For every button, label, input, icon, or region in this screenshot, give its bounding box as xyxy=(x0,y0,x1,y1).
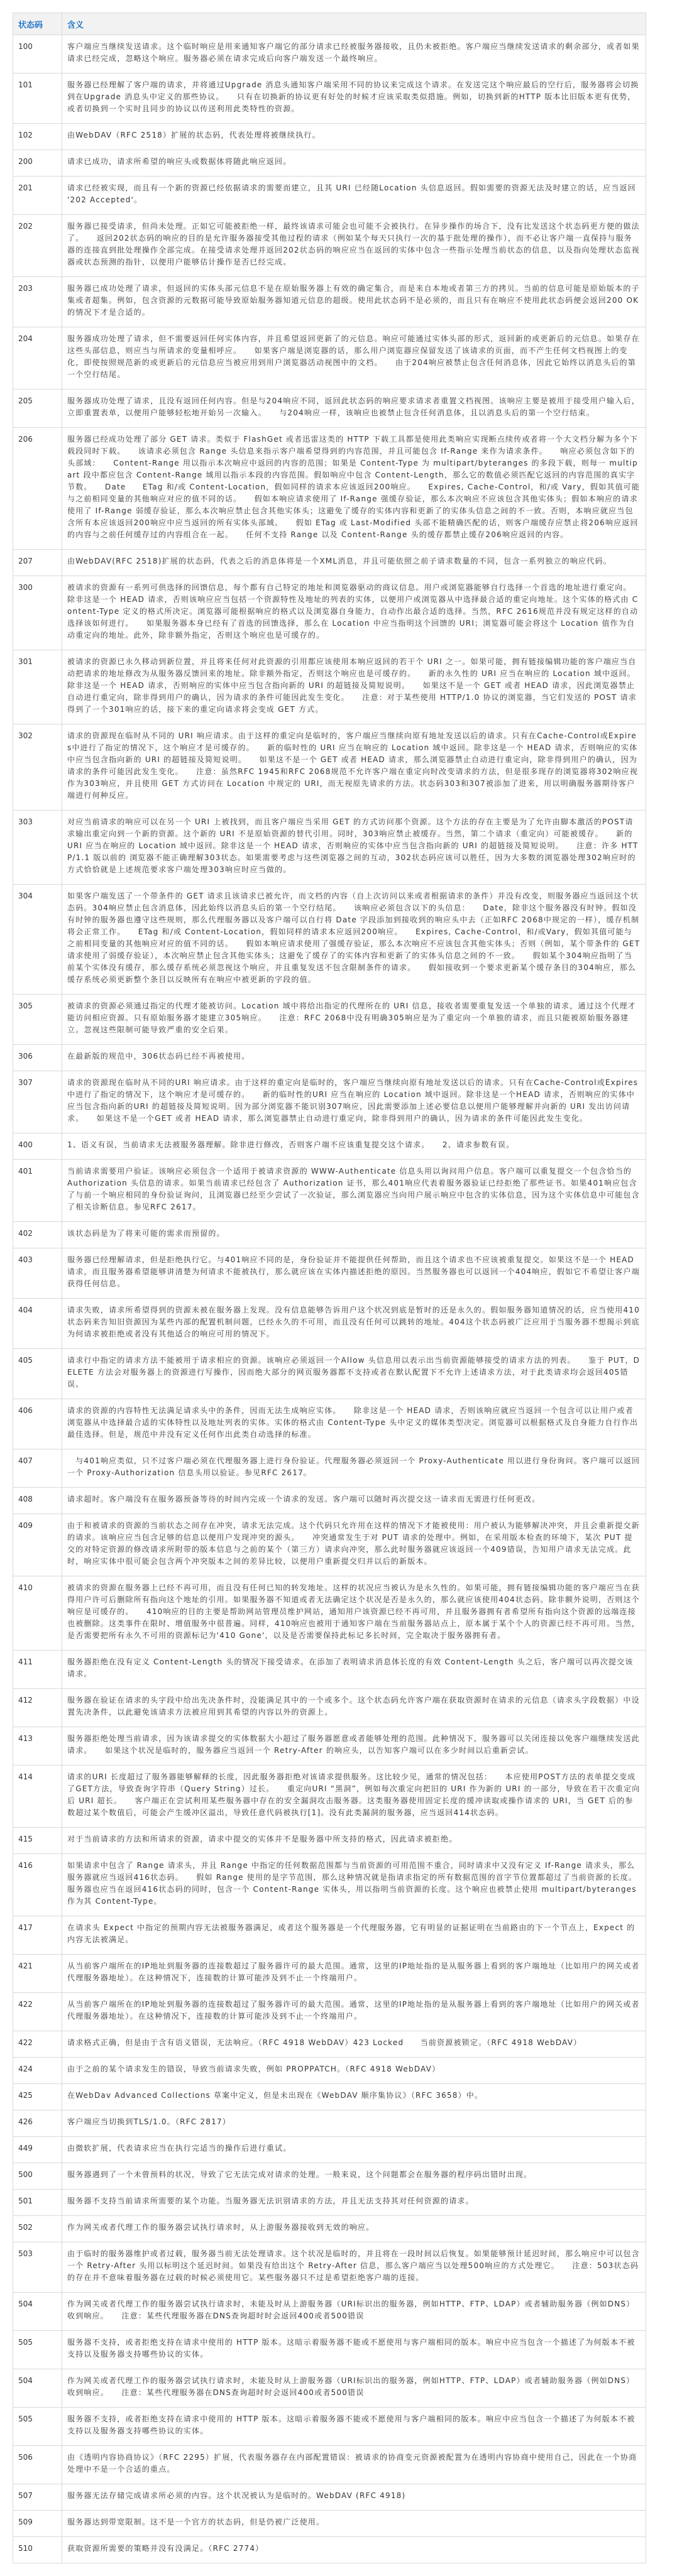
table-row xyxy=(13,74,646,124)
status-meaning-cell: 由《透明内容协商协议》（RFC 2295）扩展，代表服务器存在内部配置错误：被请求的协商变元资源被配置为在透明内容协商中使用自己，因此在一个协商处理中不是一个合适的重点。 xyxy=(62,2446,646,2484)
status-meaning-cell: 作为网关或者代理工作的服务器尝试执行请求时，未能及时从上游服务器（URI标识出的服务器，例如HTTP、FTP、LDAP）或者辅助服务器（例如DNS）收到响应。 注意：某些代理服务器在DNS查询超时时会返回400或者500错误 xyxy=(62,2369,646,2408)
status-meaning-cell: 请求的资源的内容特性无法满足请求头中的条件，因而无法生成响应实体。 除非这是一个 HEAD 请求，否则该响应就应当返回一个包含可以让用户或者浏览器从中选择最合适的实体特性以及地址列表的实体。实体的格式由 Content-Type 头中定义的媒体类型决定。浏览器可以根据格式及自身能力自行作出最佳选择。但是，规范中并没有定义任何作出此类自动选择的标准。 xyxy=(62,1399,646,1449)
table-header-row xyxy=(13,13,646,35)
status-code-cell: 202 xyxy=(13,215,62,277)
table-row xyxy=(13,1854,646,1916)
table-row xyxy=(13,1955,646,1993)
table-row xyxy=(13,1727,646,1766)
status-meaning-cell: 服务器已经理解了客户端的请求，并将通过Upgrade 消息头通知客户端采用不同的协议来完成这个请求。在发送完这个响应最后的空行后，服务器将会切换到在Upgrade 消息头中定义的那些协议。 只有在切换新的协议更有好处的时候才应该采取类似措施。例如，切换到新的HTTP 版本比旧版本更有优势，或者切换到一个实时且同步的协议以传送利用此类特性的资源。 xyxy=(62,74,646,124)
status-code-cell: 406 xyxy=(13,1399,62,1449)
table-row xyxy=(13,2446,646,2484)
status-code-cell: 425 xyxy=(13,2084,62,2110)
column-header-meaning: 含义 xyxy=(62,13,646,35)
status-code-cell: 505 xyxy=(13,2408,62,2446)
status-code-cell: 413 xyxy=(13,1727,62,1766)
table-row xyxy=(13,1399,646,1449)
status-code-cell: 300 xyxy=(13,576,62,650)
status-code-cell: 302 xyxy=(13,724,62,810)
status-code-cell: 422 xyxy=(13,2031,62,2058)
table-row xyxy=(13,2031,646,2058)
status-meaning-cell: 被请求的资源已永久移动到新位置，并且将来任何对此资源的引用都应该使用本响应返回的若干个 URI 之一。如果可能，拥有链接编辑功能的客户端应当自动把请求的地址修改为从服务器反馈回来的地址。除非额外指定，否则这个响应也是可缓存的。 新的永久性的 URI 应当在响应的 Location 域中返回。除非这是一个 HEAD 请求，否则响应的实体中应当包含指向新的 URI 的超链接及简短说明。 如果这不是一个 GET 或者 HEAD 请求，因此浏览器禁止自动进行重定向，除非得到用户的确认，因为请求的条件可能因此发生变化。 注意：对于某些使用 HTTP/1.0 协议的浏览器，当它们发送的 POST 请求得到了一个301响应的话，接下来的重定向请求将会变成 GET 方式。 xyxy=(62,650,646,724)
table-row xyxy=(13,2190,646,2216)
status-meaning-cell: 服务器成功处理了请求，但不需要返回任何实体内容，并且希望返回更新了的元信息。响应可能通过实体头部的形式，返回新的或更新后的元信息。如果存在这些头部信息，则应当与所请求的变量相呼应。 如果客户端是浏览器的话，那么用户浏览器应保留发送了该请求的页面，而不产生任何文档视图上的变化，即使按照规范新的或更新后的元信息应当被应用到用户浏览器活动视图中的文档。 由于204响应被禁止包含任何消息体，因此它始终以消息头后的第一个空行结尾。 xyxy=(62,327,646,390)
status-code-cell: 505 xyxy=(13,2331,62,2369)
table-row xyxy=(13,1488,646,1514)
status-meaning-cell: 当前请求需要用户验证。该响应必须包含一个适用于被请求资源的 WWW-Authenticate 信息头用以询问用户信息。客户端可以重复提交一个包含恰当的 Authorization 头信息的请求。如果当前请求已经包含了 Authorization 证书，那么401响应代表着服务器验证已经拒绝了那些证书。如果401响应包含了与前一个响应相同的身份验证询问，且浏览器已经至少尝试了一次验证，那么浏览器应当向用户展示响应中包含的实体信息，因为这个实体信息中可能包含了相关诊断信息。参见RFC 2617。 xyxy=(62,1160,646,1222)
status-code-cell: 501 xyxy=(13,2190,62,2216)
status-meaning-cell: 由于之前的某个请求发生的错误，导致当前请求失败，例如 PROPPATCH。（RFC 4918 WebDAV） xyxy=(62,2058,646,2084)
status-meaning-cell: 如果客户端发送了一个带条件的 GET 请求且该请求已被允许，而文档的内容（自上次访问以来或者根据请求的条件）并没有改变，则服务器应当返回这个状态码。304响应禁止包含消息体，因此始终以消息头后的第一个空行结尾。 该响应必须包含以下的头信息： Date，除非这个服务器没有时钟。假如没有时钟的服务器也遵守这些规则，那么代理服务器以及客户端可以自行将 Date 字段添加到接收到的响应头中去（正如RFC 2068中规定的一样），缓存机制将会正常工作。 ETag 和/或 Content-Location，假如同样的请求本应返回200响应。 Expires, Cache-Control，和/或Vary，假如其值可能与之前相同变量的其他响应对应的值不同的话。 假如本响应请求使用了强缓存验证，那么本次响应不应该包含其他实体头；否则（例如，某个带条件的 GET 请求使用了弱缓存验证），本次响应禁止包含其他实体头；这避免了缓存了的实体内容和更新了的实体头信息之间的不一致。 假如某个304响应指明了当前某个实体没有缓存，那么缓存系统必须忽视这个响应，并且重复发送不包含限制条件的请求。 假如接收到一个要求更新某个缓存条目的304响应，那么缓存系统必须更新整个条目以反映所有在响应中被更新的字段的值。 xyxy=(62,885,646,995)
status-code-cell: 411 xyxy=(13,1651,62,1689)
status-code-cell: 207 xyxy=(13,550,62,576)
table-row xyxy=(13,390,646,428)
status-meaning-cell: 被请求的资源必须通过指定的代理才能被访问。Location 域中将给出指定的代理所在的 URI 信息，接收者需要重复发送一个单独的请求，通过这个代理才能访问相应资源。只有原始服务器才能建立305响应。 注意：RFC 2068中没有明确305响应是为了重定向一个单独的请求，而且只能被原始服务器建立。忽视这些限制可能导致严重的安全后果。 xyxy=(62,995,646,1045)
table-row xyxy=(13,2293,646,2331)
status-code-cell: 204 xyxy=(13,327,62,390)
status-code-cell: 401 xyxy=(13,1160,62,1222)
status-meaning-cell: 客户端应当继续发送请求。这个临时响应是用来通知客户端它的部分请求已经被服务器接收，且仍未被拒绝。客户端应当继续发送请求的剩余部分，或者如果请求已经完成，忽略这个响应。服务器必须在请求完成后向客户端发送一个最终响应。 xyxy=(62,35,646,74)
table-row xyxy=(13,1766,646,1828)
table-row xyxy=(13,2137,646,2163)
status-meaning-cell: 客户端应当切换到TLS/1.0。（RFC 2817） xyxy=(62,2110,646,2137)
table-row xyxy=(13,215,646,277)
table-row xyxy=(13,150,646,177)
status-code-cell: 405 xyxy=(13,1349,62,1399)
table-row xyxy=(13,2331,646,2369)
table-row xyxy=(13,1299,646,1349)
table-row xyxy=(13,1133,646,1160)
status-code-cell: 417 xyxy=(13,1916,62,1955)
status-code-cell: 506 xyxy=(13,2446,62,2484)
table-row xyxy=(13,2484,646,2511)
table-row xyxy=(13,2369,646,2408)
table-row xyxy=(13,277,646,327)
status-meaning-cell: 请求失败，请求所希望得到的资源未被在服务器上发现。没有信息能够告诉用户这个状况到底是暂时的还是永久的。假如服务器知道情况的话，应当使用410状态码来告知旧资源因为某些内部的配置机制问题，已经永久的不可用，而且没有任何可以跳转的地址。404这个状态码被广泛应用于当服务器不想揭示到底为何请求被拒绝或者没有其他适合的响应可用的情况下。 xyxy=(62,1299,646,1349)
status-meaning-cell: 服务器在验证在请求的头字段中给出先决条件时，没能满足其中的一个或多个。这个状态码允许客户端在获取资源时在请求的元信息（请求头字段数据）中设置先决条件，以此避免该请求方法被应用到其希望的内容以外的资源上。 xyxy=(62,1689,646,1727)
status-meaning-cell: 请求的资源现在临时从不同的 URI 响应请求。由于这样的重定向是临时的，客户端应当继续向原有地址发送以后的请求。只有在Cache-Control或Expires中进行了指定的情况下，这个响应才是可缓存的。 新的临时性的 URI 应当在响应的 Location 域中返回。除非这是一个 HEAD 请求，否则响应的实体中应当包含指向新的 URI 的超链接及简短说明。 如果这不是一个 GET 或者 HEAD 请求，那么浏览器禁止自动进行重定向，除非得到用户的确认，因为请求的条件可能因此发生变化。 注意：虽然RFC 1945和RFC 2068规范不允许客户端在重定向时改变请求的方法，但是很多现存的浏览器将302响应视作为303响应，并且使用 GET 方式访问在 Location 中规定的 URI，而无视原先请求的方法。状态码303和307被添加了进来，用以明确服务器期待客户端进行何种反应。 xyxy=(62,724,646,810)
status-meaning-cell: 在WebDav Advanced Collections 草案中定义，但是未出现在《WebDAV 顺序集协议》（RFC 3658）中。 xyxy=(62,2084,646,2110)
status-meaning-cell: 服务器达到带宽限制。这不是一个官方的状态码，但是仍被广泛使用。 xyxy=(62,2511,646,2537)
status-meaning-cell: 服务器成功处理了请求，且没有返回任何内容。但是与204响应不同，返回此状态码的响应要求请求者重置文档视图。该响应主要是被用于接受用户输入后，立即重置表单，以便用户能够轻松地开始另一次输入。 与204响应一样，该响应也被禁止包含任何消息体，且以消息头后的第一个空行结束。 xyxy=(62,390,646,428)
status-meaning-cell: 服务器已经理解请求，但是拒绝执行它。与401响应不同的是，身份验证并不能提供任何帮助，而且这个请求也不应该被重复提交。如果这不是一个 HEAD 请求，而且服务器希望能够讲清楚为何请求不能被执行，那么就应该在实体内描述拒绝的原因。当然服务器也可以返回一个404响应，假如它不希望让客户端获得任何信息。 xyxy=(62,1248,646,1299)
status-code-cell: 100 xyxy=(13,35,62,74)
status-code-cell: 203 xyxy=(13,277,62,327)
table-row xyxy=(13,2058,646,2084)
status-meaning-cell: 获取资源所需要的策略并没有没满足。（RFC 2774） xyxy=(62,2537,646,2563)
table-row xyxy=(13,177,646,215)
table-row xyxy=(13,1349,646,1399)
table-row xyxy=(13,1916,646,1955)
status-meaning-cell: 由WebDAV(RFC 2518)扩展的状态码，代表之后的消息体将是一个XML消息，并且可能依照之前子请求数量的不同，包含一系列独立的响应代码。 xyxy=(62,550,646,576)
table-row xyxy=(13,1071,646,1133)
table-row xyxy=(13,1222,646,1248)
table-row xyxy=(13,2216,646,2242)
status-meaning-cell: 被请求的资源有一系列可供选择的回馈信息，每个都有自己特定的地址和浏览器驱动的商议信息。用户或浏览器能够自行选择一个首选的地址进行重定向。 除非这是一个 HEAD 请求，否则该响应应当包括一个资源特性及地址的列表的实体，以便用户或浏览器从中选择最合适的重定向地址。这个实体的格式由 Content-Type 定义的格式所决定。浏览器可能根据响应的格式以及浏览器自身能力，自动作出最合适的选择。当然，RFC 2616规范并没有规定这样的自动选择该如何进行。 如果服务器本身已经有了首选的回馈选择，那么在 Location 中应当指明这个回馈的 URI；浏览器可能会将这个 Location 值作为自动重定向的地址。此外，除非额外指定，否则这个响应也是可缓存的。 xyxy=(62,576,646,650)
table-row xyxy=(13,1449,646,1488)
table-row xyxy=(13,1045,646,1071)
status-meaning-cell: 请求已经被实现，而且有一个新的资源已经依据请求的需要而建立，且其 URI 已经随Location 头信息返回。假如需要的资源无法及时建立的话，应当返回 '202 Accepted'。 xyxy=(62,177,646,215)
table-row xyxy=(13,2408,646,2446)
status-code-cell: 426 xyxy=(13,2110,62,2137)
status-meaning-cell: 对于当前请求的方法和所请求的资源，请求中提交的实体并不是服务器中所支持的格式，因此请求被拒绝。 xyxy=(62,1828,646,1854)
status-code-cell: 510 xyxy=(13,2537,62,2563)
status-code-cell: 206 xyxy=(13,428,62,550)
status-meaning-cell: 对应当前请求的响应可以在另一个 URI 上被找到，而且客户端应当采用 GET 的方式访问那个资源。这个方法的存在主要是为了允许由脚本激活的POST请求输出重定向到一个新的资源。这个新的 URI 不是原始资源的替代引用。同时，303响应禁止被缓存。当然，第二个请求（重定向）可能被缓存。 新的 URI 应当在响应的 Location 域中返回。除非这是一个 HEAD 请求，否则响应的实体中应当包含指向新的 URI 的超链接及简短说明。 注意：许多 HTTP/1.1 版以前的 浏览器不能正确理解303状态。如果需要考虑与这些浏览器之间的互动，302状态码应该可以胜任，因为大多数的浏览器处理302响应时的方式恰恰就是上述规范要求客户端处理303响应时应当做的。 xyxy=(62,810,646,885)
status-code-cell: 201 xyxy=(13,177,62,215)
status-code-cell: 404 xyxy=(13,1299,62,1349)
status-code-cell: 414 xyxy=(13,1766,62,1828)
status-code-cell: 424 xyxy=(13,2058,62,2084)
status-meaning-cell: 服务器已经成功处理了部分 GET 请求。类似于 FlashGet 或者迅雷这类的 HTTP 下载工具都是使用此类响应实现断点续传或者将一个大文档分解为多个下载段同时下载。 该请求必须包含 Range 头信息来指示客户端希望得到的内容范围，并且可能包含 If-Range 来作为请求条件。 响应必须包含如下的头部域： Content-Range 用以指示本次响应中返回的内容的范围；如果是 Content-Type 为 multipart/byteranges 的多段下载，则每一 multipart 段中都应包含 Content-Range 域用以指示本段的内容范围。假如响应中包含 Content-Length，那么它的数值必须匹配它返回的内容范围的真实字节数。 Date ETag 和/或 Content-Location，假如同样的请求本应该返回200响应。 Expires, Cache-Control，和/或 Vary，假如其值可能与之前相同变量的其他响应对应的值不同的话。 假如本响应请求使用了 If-Range 强缓存验证，那么本次响应不应该包含其他实体头；假如本响应的请求使用了 If-Range 弱缓存验证，那么本次响应禁止包含其他实体头；这避免了缓存的实体内容和更新了的实体头信息之间的不一致。否则，本响应就应当包含所有本应该返回200响应中应当返回的所有实体头部域。 假如 ETag 或 Last-Modified 头部不能精确匹配的话，则客户端缓存应禁止将206响应返回的内容与之前任何缓存过的内容组合在一起。 任何不支持 Range 以及 Content-Range 头的缓存都禁止缓存206响应返回的内容。 xyxy=(62,428,646,550)
table-row xyxy=(13,2511,646,2537)
status-meaning-cell: 与401响应类似，只不过客户端必须在代理服务器上进行身份验证。代理服务器必须返回一个 Proxy-Authenticate 用以进行身份询问。客户端可以返回一个 Proxy-Authorization 信息头用以验证。参见RFC 2617。 xyxy=(62,1449,646,1488)
table-row xyxy=(13,327,646,390)
status-meaning-cell: 服务器不支持，或者拒绝支持在请求中使用的 HTTP 版本。这暗示着服务器不能或不愿使用与客户端相同的版本。响应中应当包含一个描述了为何版本不被支持以及服务器支持哪些协议的实体。 xyxy=(62,2331,646,2369)
status-meaning-cell: 作为网关或者代理工作的服务器尝试执行请求时，未能及时从上游服务器（URI标识出的服务器，例如HTTP、FTP、LDAP）或者辅助服务器（例如DNS）收到响应。 注意：某些代理服务器在DNS查询超时时会返回400或者500错误 xyxy=(62,2293,646,2331)
status-code-cell: 504 xyxy=(13,2369,62,2408)
status-code-cell: 416 xyxy=(13,1854,62,1916)
table-row xyxy=(13,35,646,74)
status-meaning-cell: 被请求的资源在服务器上已经不再可用，而且没有任何已知的转发地址。这样的状况应当被认为是永久性的。如果可能，拥有链接编辑功能的客户端应当在获得用户许可后删除所有指向这个地址的引用。如果服务器不知道或者无法确定这个状况是否是永久的，那么就应该使用404状态码。除非额外说明，否则这个响应是可缓存的。 410响应的目的主要是帮助网站管理员维护网站，通知用户该资源已经不再可用，并且服务器拥有者希望所有指向这个资源的远端连接也被删除。这类事件在限时、增值服务中很普遍。同样，410响应也被用于通知客户端在当前服务器站点上，原本属于某个个人的资源已经不再可用。当然，是否需要把所有永久不可用的资源标记为'410 Gone'，以及是否需要保持此标记多长时间，完全取决于服务器拥有者。 xyxy=(62,1576,646,1651)
status-code-cell: 410 xyxy=(13,1576,62,1651)
table-row xyxy=(13,2084,646,2110)
status-code-cell: 449 xyxy=(13,2137,62,2163)
table-row xyxy=(13,1248,646,1299)
table-row xyxy=(13,2163,646,2190)
status-code-cell: 303 xyxy=(13,810,62,885)
table-row xyxy=(13,1160,646,1222)
table-row xyxy=(13,1514,646,1576)
table-row xyxy=(13,124,646,150)
status-meaning-cell: 请求已成功，请求所希望的响应头或数据体将随此响应返回。 xyxy=(62,150,646,177)
status-meaning-cell: 请求的URI 长度超过了服务器能够解释的长度，因此服务器拒绝对该请求提供服务。这比较少见，通常的情况包括： 本应使用POST方法的表单提交变成了GET方法，导致查询字符串（Query String）过长。 重定向URI “黑洞”，例如每次重定向把旧的 URI 作为新的 URI 的一部分，导致在若干次重定向后 URI 超长。 客户端正在尝试利用某些服务器中存在的安全漏洞攻击服务器。这类服务器使用固定长度的缓冲读取或操作请求的 URI，当 GET 后的参数超过某个数值后，可能会产生缓冲区溢出，导致任意代码被执行[1]。没有此类漏洞的服务器，应当返回414状态码。 xyxy=(62,1766,646,1828)
http-status-code-table xyxy=(13,13,646,2563)
table-row xyxy=(13,650,646,724)
status-meaning-cell: 由于临时的服务器维护或者过载，服务器当前无法处理请求。这个状况是临时的，并且将在一段时间以后恢复。如果能够预计延迟时间，那么响应中可以包含一个 Retry-After 头用以标明这个延迟时间。如果没有给出这个 Retry-After 信息，那么客户端应当以处理500响应的方式处理它。 注意：503状态码的存在并不意味着服务器在过载的时候必须使用它。某些服务器只不过是希望拒绝客户端的连接。 xyxy=(62,2242,646,2293)
table-row xyxy=(13,724,646,810)
table-row xyxy=(13,1993,646,2031)
status-code-cell: 400 xyxy=(13,1133,62,1160)
status-meaning-cell: 从当前客户端所在的IP地址到服务器的连接数超过了服务器许可的最大范围。通常，这里的IP地址指的是从服务器上看到的客户端地址（比如用户的网关或者代理服务器地址）。在这种情况下，连接数的计算可能涉及到不止一个终端用户。 xyxy=(62,1993,646,2031)
status-code-cell: 307 xyxy=(13,1071,62,1133)
status-meaning-cell: 如果请求中包含了 Range 请求头，并且 Range 中指定的任何数据范围都与当前资源的可用范围不重合，同时请求中又没有定义 If-Range 请求头，那么服务器就应当返回416状态码。 假如 Range 使用的是字节范围，那么这种情况就是指请求指定的所有数据范围的首字节位置都超过了当前资源的长度。服务器也应当在返回416状态码的同时，包含一个 Content-Range 实体头，用以指明当前资源的长度。这个响应也被禁止使用 multipart/byteranges 作为其 Content-Type。 xyxy=(62,1854,646,1916)
status-code-cell: 403 xyxy=(13,1248,62,1299)
status-meaning-cell: 服务器拒绝在没有定义 Content-Length 头的情况下接受请求。在添加了表明请求消息体长度的有效 Content-Length 头之后，客户端可以再次提交该请求。 xyxy=(62,1651,646,1689)
table-row xyxy=(13,428,646,550)
table-row xyxy=(13,2110,646,2137)
table-row xyxy=(13,1689,646,1727)
status-meaning-cell: 从当前客户端所在的IP地址到服务器的连接数超过了服务器许可的最大范围。通常，这里的IP地址指的是从服务器上看到的客户端地址（比如用户的网关或者代理服务器地址）。在这种情况下，连接数的计算可能涉及到不止一个终端用户。 xyxy=(62,1955,646,1993)
status-meaning-cell: 服务器遇到了一个未曾预料的状况，导致了它无法完成对请求的处理。一般来说，这个问题都会在服务器的程序码出错时出现。 xyxy=(62,2163,646,2190)
status-meaning-cell: 服务器已接受请求，但尚未处理。正如它可能被拒绝一样，最终该请求可能会也可能不会被执行。在异步操作的场合下，没有比发送这个状态码更方便的做法了。 返回202状态码的响应的目的是允许服务器接受其他过程的请求（例如某个每天只执行一次的基于批处理的操作），而不必让客户端一直保持与服务器的连接直到批处理操作全部完成。在接受请求处理并返回202状态码的响应应当在返回的实体中包含一些指示处理当前状态的信息，以及指向处理状态监视器或状态预测的指针，以便用户能够估计操作是否已经完成。 xyxy=(62,215,646,277)
status-meaning-cell: 作为网关或者代理工作的服务器尝试执行请求时，从上游服务器接收到无效的响应。 xyxy=(62,2216,646,2242)
status-meaning-cell: 在最新版的规范中，306状态码已经不再被使用。 xyxy=(62,1045,646,1071)
status-code-cell: 412 xyxy=(13,1689,62,1727)
status-code-cell: 509 xyxy=(13,2511,62,2537)
status-meaning-cell: 请求行中指定的请求方法不能被用于请求相应的资源。该响应必须返回一个Allow 头信息用以表示出当前资源能够接受的请求方法的列表。 鉴于 PUT，DELETE 方法会对服务器上的资源进行写操作，因而绝大部分的网页服务器都不支持或者在默认配置下不允许上述请求方法，对于此类请求均会返回405错误。 xyxy=(62,1349,646,1399)
status-code-cell: 504 xyxy=(13,2293,62,2331)
table-row xyxy=(13,1576,646,1651)
column-header-code: 状态码 xyxy=(13,13,62,35)
status-meaning-cell: 服务器拒绝处理当前请求，因为该请求提交的实体数据大小超过了服务器愿意或者能够处理的范围。此种情况下，服务器可以关闭连接以免客户端继续发送此请求。 如果这个状况是临时的，服务器应当返回一个 Retry-After 的响应头，以告知客户端可以在多少时间以后重新尝试。 xyxy=(62,1727,646,1766)
table-row xyxy=(13,885,646,995)
status-code-cell: 408 xyxy=(13,1488,62,1514)
table-row xyxy=(13,2242,646,2293)
status-code-cell: 507 xyxy=(13,2484,62,2511)
status-code-cell: 422 xyxy=(13,1993,62,2031)
status-code-cell: 407 xyxy=(13,1449,62,1488)
table-row xyxy=(13,2537,646,2563)
status-code-cell: 306 xyxy=(13,1045,62,1071)
status-meaning-cell: 请求的资源现在临时从不同的URI 响应请求。由于这样的重定向是临时的，客户端应当继续向原有地址发送以后的请求。只有在Cache-Control或Expires中进行了指定的情况下，这个响应才是可缓存的。 新的临时性的URI 应当在响应的 Location 域中返回。除非这是一个HEAD 请求，否则响应的实体中应当包含指向新的URI 的超链接及简短说明。因为部分浏览器不能识别307响应，因此需要添加上述必要信息以便用户能够理解并向新的 URI 发出访问请求。 如果这不是一个GET 或者 HEAD 请求，那么浏览器禁止自动进行重定向，除非得到用户的确认，因为请求的条件可能因此发生变化。 xyxy=(62,1071,646,1133)
status-meaning-cell: 服务器无法存储完成请求所必须的内容。这个状况被认为是临时的。WebDAV (RFC 4918) xyxy=(62,2484,646,2511)
status-code-cell: 415 xyxy=(13,1828,62,1854)
status-meaning-cell: 请求超时。客户端没有在服务器预备等待的时间内完成一个请求的发送。客户端可以随时再次提交这一请求而无需进行任何更改。 xyxy=(62,1488,646,1514)
status-meaning-cell: 该状态码是为了将来可能的需求而预留的。 xyxy=(62,1222,646,1248)
status-meaning-cell: 由WebDAV（RFC 2518）扩展的状态码，代表处理将被继续执行。 xyxy=(62,124,646,150)
status-code-cell: 502 xyxy=(13,2216,62,2242)
status-meaning-cell: 由于和被请求的资源的当前状态之间存在冲突，请求无法完成。这个代码只允许用在这样的情况下才能被使用：用户被认为能够解决冲突，并且会重新提交新的请求。该响应应当包含足够的信息以便用户发现冲突的源头。 冲突通常发生于对 PUT 请求的处理中。例如，在采用版本检查的环境下，某次 PUT 提交的对特定资源的修改请求所附带的版本信息与之前的某个（第三方）请求向冲突，那么此时服务器就应该返回一个409错误，告知用户请求无法完成。此时，响应实体中很可能会包含两个冲突版本之间的差异比较，以便用户重新提交归并以后的新版本。 xyxy=(62,1514,646,1576)
status-meaning-cell: 服务器已成功处理了请求，但返回的实体头部元信息不是在原始服务器上有效的确定集合，而是来自本地或者第三方的拷贝。当前的信息可能是原始版本的子集或者超集。例如，包含资源的元数据可能导致原始服务器知道元信息的超级。使用此状态码不是必须的，而且只有在响应不使用此状态码便会返回200 OK的情况下才是合适的。 xyxy=(62,277,646,327)
status-code-cell: 304 xyxy=(13,885,62,995)
status-code-cell: 421 xyxy=(13,1955,62,1993)
status-meaning-cell: 服务器不支持，或者拒绝支持在请求中使用的 HTTP 版本。这暗示着服务器不能或不愿使用与客户端相同的版本。响应中应当包含一个描述了为何版本不被支持以及服务器支持哪些协议的实体。 xyxy=(62,2408,646,2446)
status-meaning-cell: 1、语义有误，当前请求无法被服务器理解。除非进行修改，否则客户端不应该重复提交这个请求。 2、请求参数有误。 xyxy=(62,1133,646,1160)
status-code-cell: 409 xyxy=(13,1514,62,1576)
table-row xyxy=(13,995,646,1045)
status-meaning-cell: 请求格式正确，但是由于含有语义错误，无法响应。（RFC 4918 WebDAV）423 Locked 当前资源被锁定。（RFC 4918 WebDAV） xyxy=(62,2031,646,2058)
status-code-cell: 205 xyxy=(13,390,62,428)
status-meaning-cell: 由微软扩展，代表请求应当在执行完适当的操作后进行重试。 xyxy=(62,2137,646,2163)
table-row xyxy=(13,550,646,576)
table-row xyxy=(13,1828,646,1854)
status-code-cell: 500 xyxy=(13,2163,62,2190)
status-code-cell: 301 xyxy=(13,650,62,724)
table-body xyxy=(13,35,646,2563)
status-code-cell: 101 xyxy=(13,74,62,124)
table-row xyxy=(13,810,646,885)
status-code-cell: 200 xyxy=(13,150,62,177)
status-code-cell: 305 xyxy=(13,995,62,1045)
status-code-cell: 402 xyxy=(13,1222,62,1248)
table-row xyxy=(13,576,646,650)
status-code-cell: 102 xyxy=(13,124,62,150)
status-meaning-cell: 在请求头 Expect 中指定的预期内容无法被服务器满足，或者这个服务器是一个代理服务器，它有明显的证据证明在当前路由的下一个节点上，Expect 的内容无法被满足。 xyxy=(62,1916,646,1955)
table-row xyxy=(13,1651,646,1689)
status-meaning-cell: 服务器不支持当前请求所需要的某个功能。当服务器无法识别请求的方法，并且无法支持其对任何资源的请求。 xyxy=(62,2190,646,2216)
status-code-cell: 503 xyxy=(13,2242,62,2293)
